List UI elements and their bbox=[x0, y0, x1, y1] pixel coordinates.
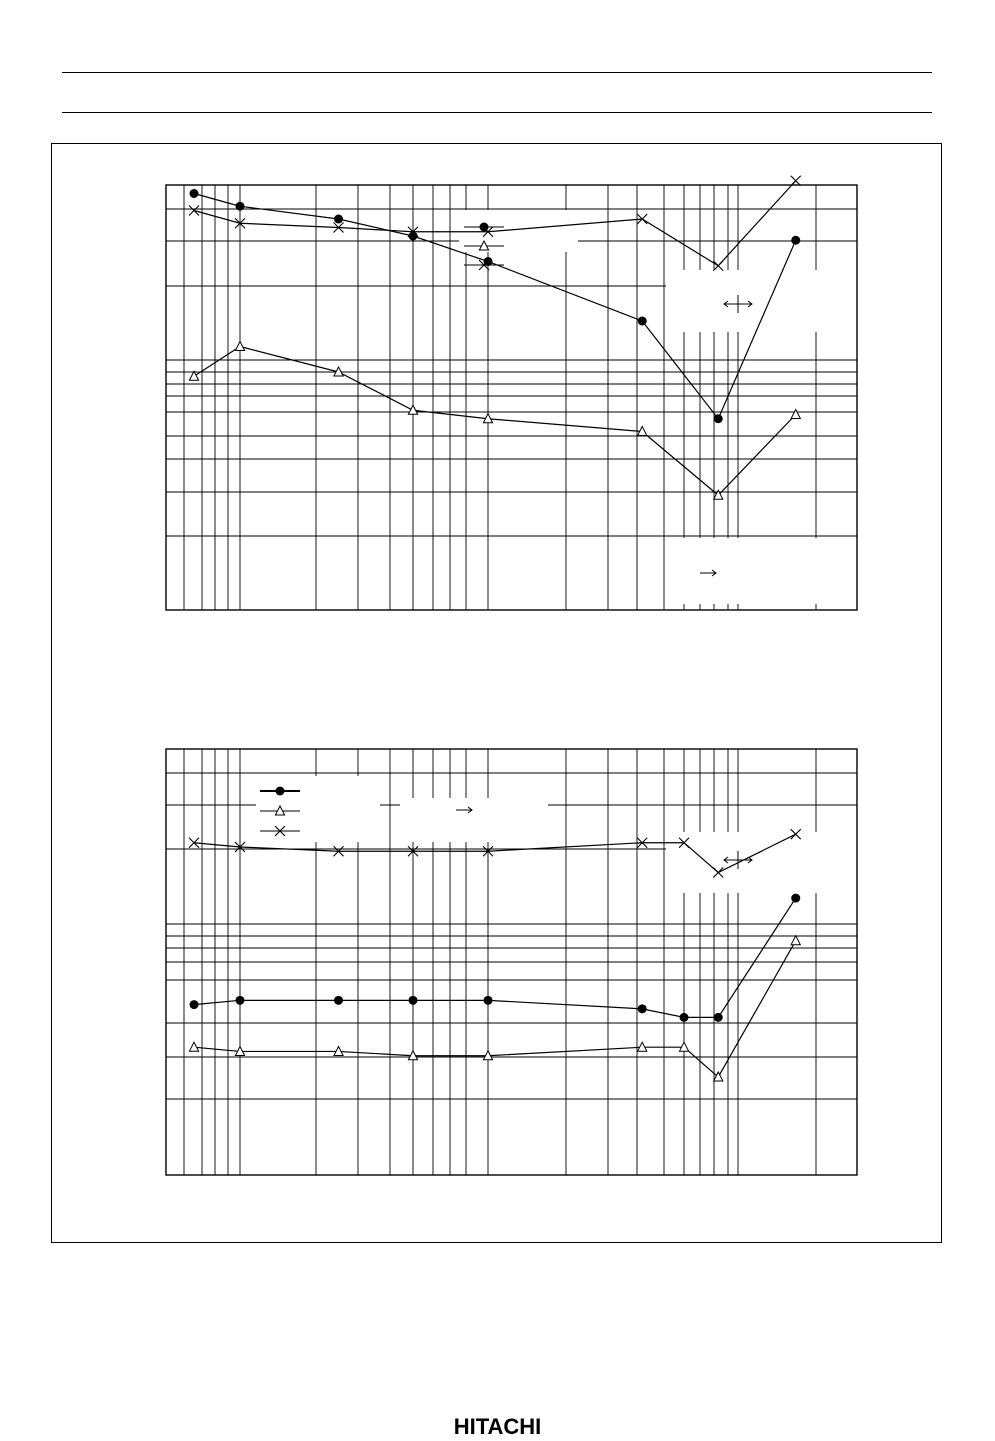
data-point bbox=[409, 232, 418, 241]
data-point bbox=[235, 342, 244, 351]
data-point bbox=[236, 996, 245, 1005]
data-point bbox=[638, 317, 647, 326]
data-point bbox=[189, 1042, 198, 1051]
hitachi-logo: HITACHI bbox=[453, 1414, 542, 1439]
series-2 bbox=[189, 936, 800, 1081]
series-1 bbox=[190, 894, 801, 1022]
data-point bbox=[714, 414, 723, 423]
legend-marker bbox=[276, 787, 285, 796]
series-line bbox=[194, 347, 796, 496]
series-2 bbox=[189, 342, 800, 500]
data-point bbox=[190, 1000, 199, 1009]
label-area bbox=[666, 538, 858, 604]
data-point bbox=[334, 996, 343, 1005]
series-line bbox=[194, 898, 796, 1017]
data-point bbox=[638, 1004, 647, 1013]
data-point bbox=[190, 189, 199, 198]
data-point bbox=[408, 405, 417, 414]
chart-1 bbox=[166, 176, 858, 610]
legend-marker bbox=[480, 223, 489, 232]
data-point bbox=[713, 261, 723, 271]
label-area bbox=[666, 832, 858, 893]
data-point bbox=[714, 1013, 723, 1022]
data-point bbox=[791, 936, 800, 945]
data-point bbox=[791, 236, 800, 245]
label-area bbox=[666, 270, 858, 332]
label-area bbox=[400, 798, 548, 842]
data-point bbox=[791, 176, 801, 186]
data-point bbox=[680, 1013, 689, 1022]
data-point bbox=[189, 371, 198, 380]
data-point bbox=[484, 996, 493, 1005]
chart-2 bbox=[166, 749, 858, 1175]
data-point bbox=[409, 996, 418, 1005]
data-point bbox=[334, 215, 343, 224]
data-point bbox=[791, 410, 800, 419]
data-point bbox=[236, 202, 245, 211]
label-area bbox=[256, 776, 380, 842]
data-point bbox=[791, 894, 800, 903]
data-point bbox=[189, 206, 199, 216]
data-point bbox=[714, 1072, 723, 1081]
